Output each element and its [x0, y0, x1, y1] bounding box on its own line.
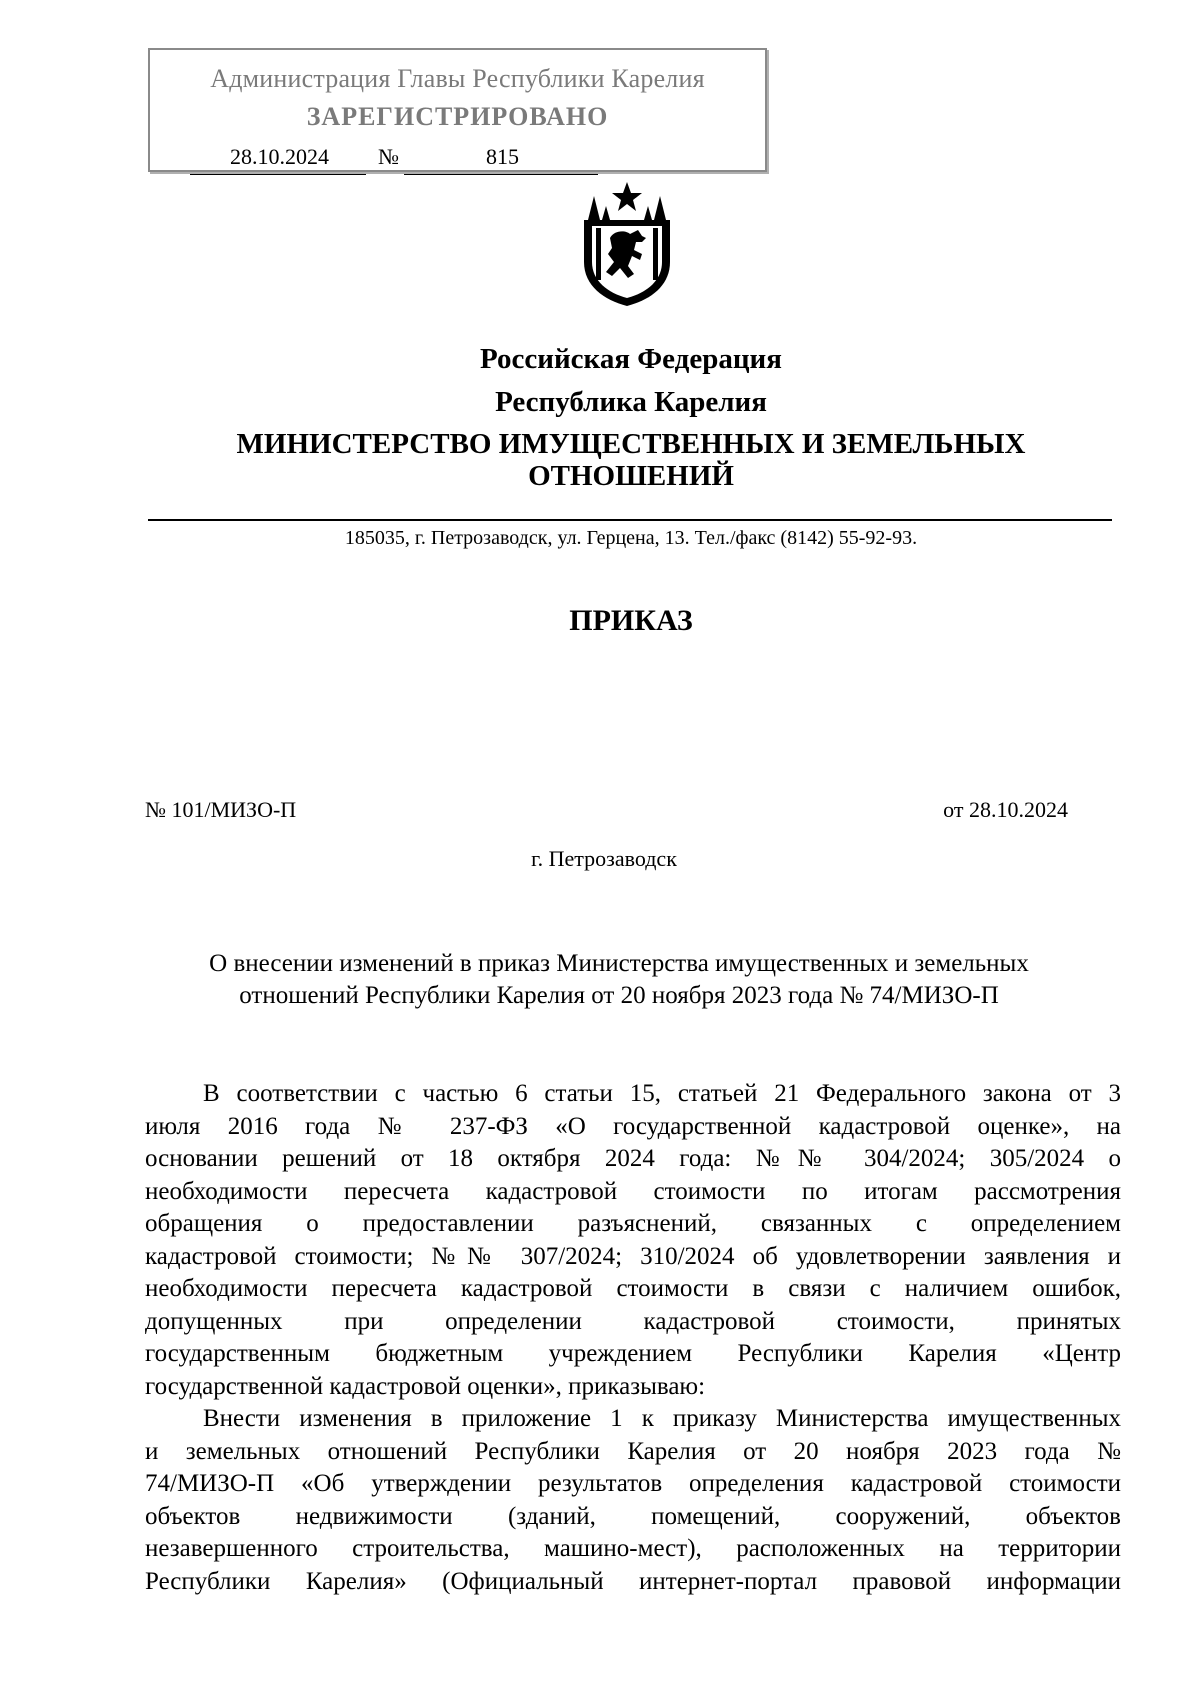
stamp-registered: ЗАРЕГИСТРИРОВАНО [306, 102, 609, 131]
body-line: Внести изменения в приложение 1 к приказу Министерства имущественных [203, 1405, 1121, 1432]
ministry-address: 185035, г. Петрозаводск, ул. Герцена, 13. Тел./факс (8142) 55-92-93. [344, 527, 918, 549]
stamp-number-underline [404, 174, 598, 175]
subject-line: отношений Республики Карелия от 20 ноября 2023 года № 74/МИЗО-П [239, 982, 999, 1009]
republic-heading: Республика Карелия [495, 386, 767, 418]
stamp-number: 815 [486, 144, 519, 169]
stamp-date: 28.10.2024 [230, 144, 329, 169]
karelia-coat-of-arms-icon [576, 180, 678, 308]
body-line: необходимости пересчета кадастровой стоимости по итогам рассмотрения [145, 1177, 1121, 1205]
body-line: Республики Карелия» (Официальный интернет-портал правовой информации [145, 1567, 1121, 1595]
body-line: В соответствии с частью 6 статьи 15, статьей 21 Федерального закона от 3 [203, 1080, 1121, 1107]
body-line: 74/МИЗО-П «Об утверждении результатов определения кадастровой стоимости [145, 1470, 1121, 1497]
body-line: обращения о предоставлении разъяснений, связанных с определением [145, 1210, 1121, 1237]
registration-stamp [148, 48, 767, 172]
body-line: государственным бюджетным учреждением Республики Карелия «Центр [145, 1340, 1121, 1367]
country-heading: Российская Федерация [480, 343, 782, 375]
order-city: г. Петрозаводск [531, 846, 677, 871]
order-subject [145, 948, 1093, 1012]
header-divider [148, 519, 1112, 521]
ministry-heading-line1: МИНИСТЕРСТВО ИМУЩЕСТВЕННЫХ И ЗЕМЕЛЬНЫХ [236, 428, 1026, 460]
body-line: кадастровой стоимости; №№ 307/2024; 310/2024 об удовлетворении заявления и [145, 1242, 1121, 1270]
body-line: и земельных отношений Республики Карелия от 20 ноября 2023 года № [145, 1437, 1121, 1465]
order-body [145, 1078, 1121, 1598]
stamp-date-underline [190, 174, 366, 175]
body-line: незавершенного строительства, машино-мест), расположенных на территории [145, 1535, 1121, 1562]
body-paragraph-2 [145, 1403, 1121, 1598]
stamp-administration: Администрация Главы Республики Карелия [210, 64, 705, 93]
body-line: допущенных при определении кадастровой стоимости, принятых [145, 1307, 1121, 1335]
body-line: основании решений от 18 октября 2024 года: №№ 304/2024; 305/2024 о [145, 1145, 1121, 1172]
body-paragraph-1 [145, 1078, 1121, 1403]
subject-line: О внесении изменений в приказ Министерства имущественных и земельных [209, 950, 1029, 977]
ministry-heading-line2: ОТНОШЕНИЙ [528, 460, 734, 492]
body-line: государственной кадастровой оценки», приказываю: [145, 1372, 706, 1400]
order-date: от 28.10.2024 [943, 797, 1068, 822]
order-title: ПРИКАЗ [569, 604, 693, 637]
body-line: необходимости пересчета кадастровой стоимости в связи с наличием ошибок, [145, 1275, 1121, 1302]
body-line: июля 2016 года № 237-ФЗ «О государственной кадастровой оценке», на [145, 1112, 1121, 1140]
order-number: № 101/МИЗО-П [145, 797, 297, 822]
stamp-number-sign: № [378, 144, 399, 169]
body-line: объектов недвижимости (зданий, помещений, сооружений, объектов [145, 1502, 1121, 1530]
